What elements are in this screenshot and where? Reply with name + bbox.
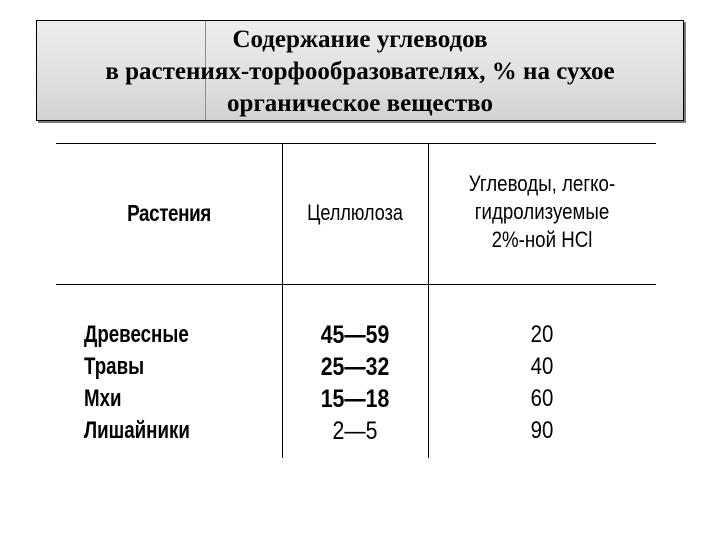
header-carbohydrates (445, 157, 639, 267)
plant-name: Древесные (84, 321, 189, 348)
slide-title (37, 24, 683, 120)
cellulose-value: 15—18 (320, 385, 390, 413)
plant-name: Мхи (84, 385, 122, 412)
header-plants: Растения (127, 199, 211, 226)
carbohydrates-value: 60 (530, 385, 554, 412)
cellulose-value: 45—59 (320, 321, 390, 349)
plant-name: Травы (84, 353, 145, 380)
table-row (56, 415, 656, 447)
header-carbohydrates-line-1: Углеводы, легко- (468, 171, 616, 196)
title-line-3: органическое вещество (227, 90, 493, 117)
header-cellulose: Целлюлоза (307, 200, 403, 225)
table-header-rule (56, 284, 656, 285)
carbohydrates-value: 40 (530, 353, 554, 380)
title-line-1: Содержание углеводов (232, 26, 488, 53)
table-row (56, 319, 656, 351)
cellulose-value: 2—5 (332, 417, 378, 445)
table-row (56, 383, 656, 415)
table-top-rule (56, 143, 656, 144)
carbohydrates-value: 90 (530, 417, 554, 444)
plant-name: Лишайники (84, 417, 190, 444)
title-banner (36, 20, 684, 121)
table-row (56, 351, 656, 383)
header-carbohydrates-line-3: 2%-ной HCl (491, 227, 593, 252)
title-line-2: в растениях-торфообразователях, % на сухое (105, 58, 615, 85)
header-carbohydrates-line-2: гидролизуемые (474, 199, 610, 224)
carbohydrate-table (56, 143, 656, 458)
cellulose-value: 25—32 (320, 353, 390, 381)
carbohydrates-value: 20 (530, 321, 554, 348)
